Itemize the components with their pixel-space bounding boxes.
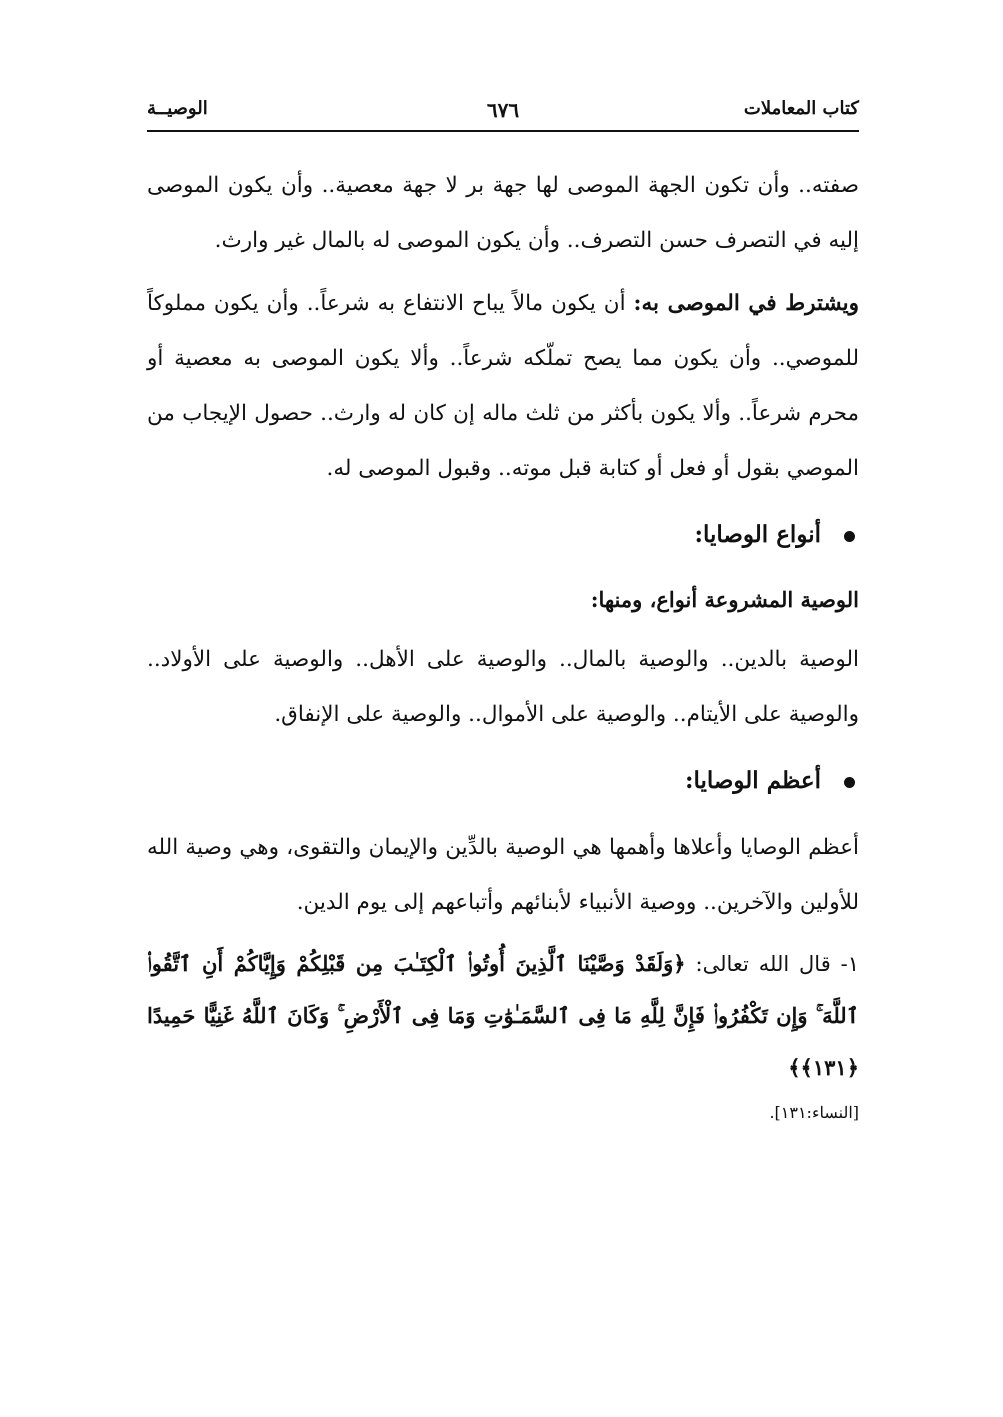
quran-citation xyxy=(147,938,859,1094)
section-title: الوصيــة xyxy=(147,98,208,119)
bullet-icon xyxy=(844,531,855,542)
paragraph-conditions-bequeathed xyxy=(147,276,859,496)
page-number: ٦٧٦ xyxy=(486,98,520,122)
heading-greatest-wills xyxy=(147,750,859,812)
heading-text: أنواع الوصايا: xyxy=(694,521,821,548)
running-header xyxy=(147,98,859,134)
paragraph-lead: ويشترط في الموصى به: xyxy=(633,291,860,316)
book-title: كتاب المعاملات xyxy=(743,98,859,119)
bullet-icon xyxy=(844,777,855,788)
paragraph-greatest-wills: أعظم الوصايا وأعلاها وأهمها هي الوصية بالدِّين والإيمان والتقوى، وهي وصية الله للأولين والآخرين.. ووصية الأنبياء لأبنائهم وأتباعهم إلى يوم الدين. xyxy=(147,835,859,915)
paragraph-types-list: الوصية بالدين.. والوصية بالمال.. والوصية على الأهل.. والوصية على الأولاد.. والوصية على الأيتام.. والوصية على الأموال.. والوصية على الإنفاق. xyxy=(147,647,859,727)
verse-text: ﴿وَلَقَدْ وَصَّيْنَا ٱلَّذِينَ أُوتُوا۟ ٱلْكِتَـٰبَ مِن قَبْلِكُمْ وَإِيَّاكُمْ أَنِ ٱتَّقُوا۟ ٱللَّهَ ۚ وَإِن تَكْفُرُوا۟ فَإِنَّ لِلَّهِ مَا فِى ٱلسَّمَـٰوَٰتِ وَمَا فِى ٱلْأَرْضِ ۚ وَكَانَ ٱللَّهُ غَنِيًّا حَمِيدًا ﴿١٣١﴾﴾ xyxy=(147,951,859,1080)
page-body xyxy=(147,158,859,1130)
subheading-lawful-types: الوصية المشروعة أنواع، ومنها: xyxy=(590,587,859,612)
header-rule xyxy=(147,130,859,132)
heading-text: أعظم الوصايا: xyxy=(684,767,821,794)
paragraph-conditions-recipient: صفته.. وأن تكون الجهة الموصى لها جهة بر لا جهة معصية.. وأن يكون الموصى إليه في التصرف حسن التصرف.. وأن يكون الموصى له بالمال غير وارث. xyxy=(147,173,859,253)
verse-intro: ١- قال الله تعالى: xyxy=(685,952,860,976)
heading-types-of-wills xyxy=(147,504,859,566)
verse-reference: [النساء:١٣١]. xyxy=(769,1103,859,1122)
paragraph-text: أن يكون مالاً يباح الانتفاع به شرعاً.. وأن يكون مملوكاً للموصي.. وأن يكون مما يصح تملّكه شرعاً.. وألا يكون الموصى به معصية أو محرم شرعاً.. وألا يكون بأكثر من ثلث ماله إن كان له وارث.. حصول الإيجاب من الموصي بقول أو فعل أو كتابة قبل موته.. وقبول الموصى له. xyxy=(147,291,859,481)
